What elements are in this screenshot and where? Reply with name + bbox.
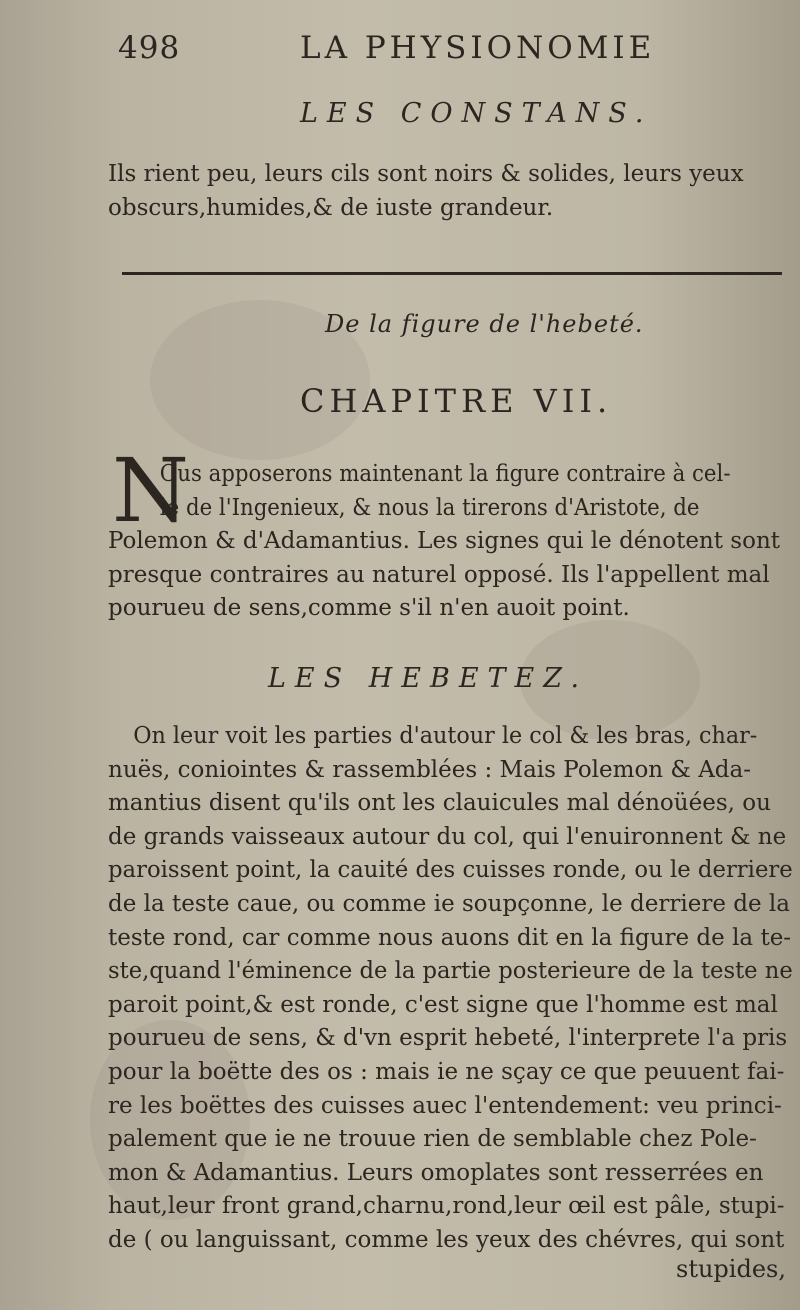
paragraph-constans bbox=[108, 158, 788, 225]
chapter-title: CHAPITRE VII. bbox=[300, 382, 613, 420]
text-line: nuës, coniointes & rassemblées : Mais Polemon & Ada- bbox=[108, 756, 752, 783]
text-line: de grands vaisseaux autour du col, qui l'enuironnent & ne bbox=[108, 823, 787, 850]
text-line: mantius disent qu'ils ont les clauicules mal dénoüées, ou bbox=[108, 790, 771, 817]
text-line: pourueu de sens,comme s'il n'en auoit point. bbox=[108, 595, 630, 621]
section-heading-hebetez: LES HEBETEZ. bbox=[268, 663, 589, 694]
text-line: de ( ou languissant, comme les yeux des chévres, qui sont bbox=[108, 1226, 785, 1253]
text-line: haut,leur front grand,charnu,rond,leur œil est pâle, stupi- bbox=[108, 1193, 785, 1220]
text-line: teste rond, car comme nous auons dit en la figure de la te- bbox=[108, 924, 792, 951]
text-line: ste,quand l'éminence de la partie posterieure de la teste ne bbox=[108, 958, 793, 985]
running-title: LA PHYSIONOMIE bbox=[300, 30, 656, 66]
drop-cap: N bbox=[112, 439, 189, 542]
text-line: pourueu de sens, & d'vn esprit hebeté, l'interprete l'a pris bbox=[108, 1025, 788, 1052]
text-line: mon & Adamantius. Leurs omoplates sont resserrées en bbox=[108, 1159, 764, 1186]
text-line: On leur voit les parties d'autour le col & les bras, char- bbox=[133, 723, 758, 749]
text-line: paroit point,& est ronde, c'est signe que l'homme est mal bbox=[108, 991, 778, 1018]
chapter-subtitle: De la figure de l'hebeté. bbox=[325, 310, 644, 338]
text-line: Polemon & d'Adamantius. Les signes qui le dénotent sont bbox=[108, 528, 781, 554]
text-line: obscurs,humides,& de iuste grandeur. bbox=[108, 194, 554, 221]
text-line: pour la boëtte des os : mais ie ne sçay ce que peuuent fai- bbox=[108, 1058, 785, 1085]
text-line: re les boëttes des cuisses auec l'entendement: veu princi- bbox=[108, 1092, 782, 1119]
page-header bbox=[118, 22, 678, 72]
text-line: presque contraires au naturel opposé. Ils l'appellent mal bbox=[108, 561, 770, 588]
catchword: stupides, bbox=[676, 1255, 786, 1283]
text-line: de la teste caue, ou comme ie soupçonne, le derriere de la bbox=[108, 890, 790, 917]
text-line: palement que ie ne trouue rien de semblable chez Pole- bbox=[108, 1126, 757, 1153]
paragraph-intro bbox=[108, 458, 788, 626]
text-line: Ils rient peu, leurs cils sont noirs & solides, leurs yeux bbox=[108, 161, 744, 187]
text-line: Ous apposerons maintenant la figure contraire à cel- bbox=[159, 461, 731, 487]
page-number: 498 bbox=[118, 30, 181, 66]
paragraph-hebetez bbox=[108, 720, 793, 1258]
text-line: le de l'Ingenieux, & nous la tirerons d'Aristote, de bbox=[159, 494, 700, 521]
text-line: paroissent point, la cauité des cuisses ronde, ou le derriere bbox=[108, 857, 793, 884]
section-heading-constans: LES CONSTANS. bbox=[300, 98, 653, 129]
horizontal-rule bbox=[122, 272, 782, 275]
